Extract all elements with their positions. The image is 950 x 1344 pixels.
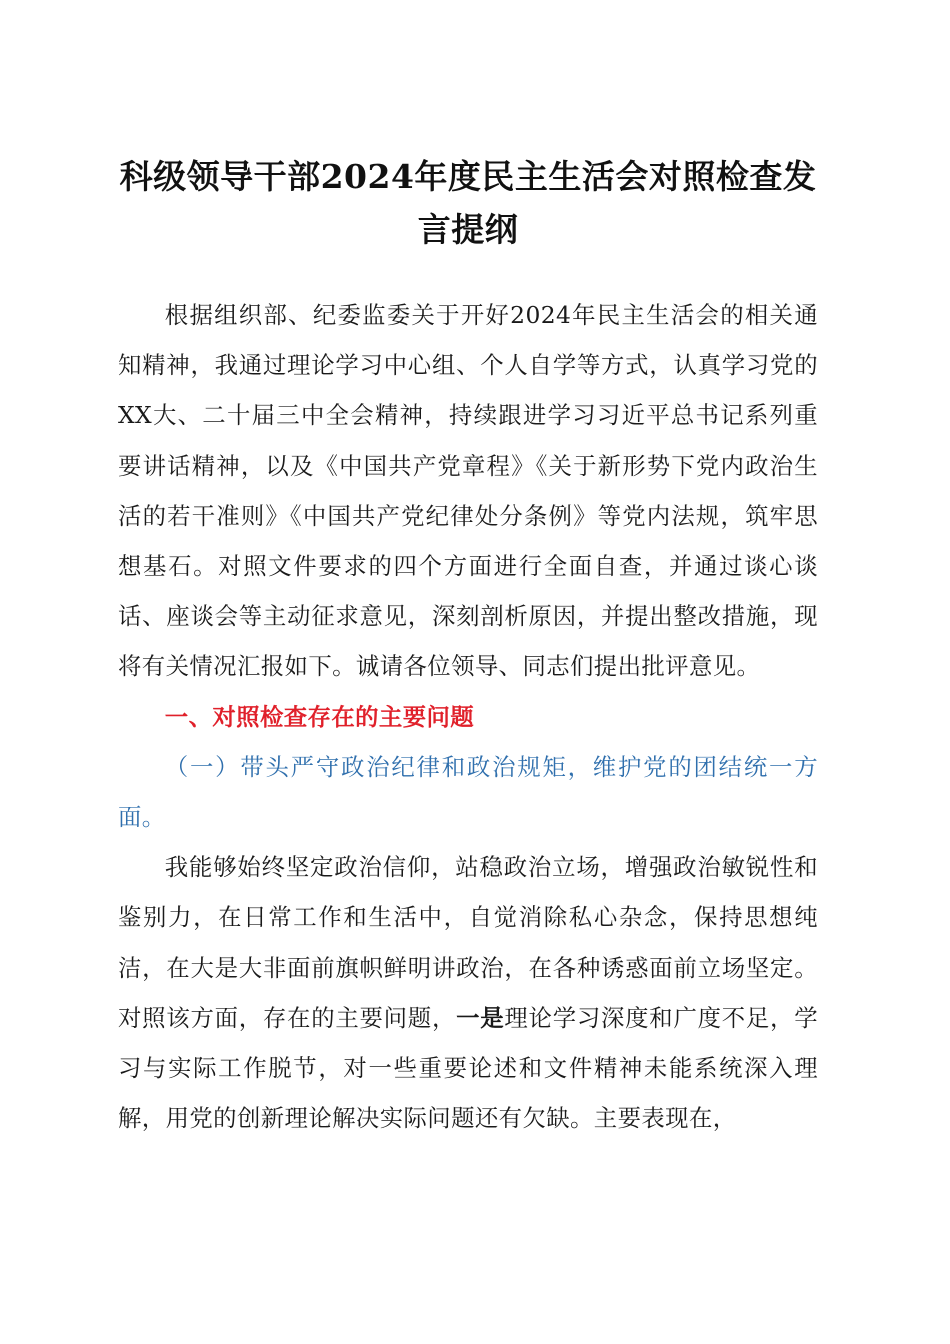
body-paragraph-1: [118, 842, 818, 1143]
body-text-part1: 我能够始终坚定政治信仰，站稳政治立场，增强政治敏锐性和鉴别力，在日常工作和生活中，自觉消除私心杂念，保持思想纯洁，在大是大非面前旗帜鲜明讲政治，在各种诱惑面前立场坚定。对照该方面，存在的主要问题，: [118, 853, 818, 1032]
subsection-heading-1: （一）带头严守政治纪律和政治规矩，维护党的团结统一方面。: [118, 752, 818, 832]
body-text-part2: 理论学习深度和广度不足，学习与实际工作脱节，对一些重要论述和文件精神未能系统深入理解，用党的创新理论解决实际问题还有欠缺。主要表现在，: [118, 1003, 818, 1133]
document-title: 科级领导干部2024年度民主生活会对照检查发言提纲: [119, 157, 817, 249]
intro-paragraph: 根据组织部、纪委监委关于开好2024年民主生活会的相关通知精神，我通过理论学习中心组、个人自学等方式，认真学习党的XX大、二十届三中全会精神，持续跟进学习习近平总书记系列重要讲话精神，以及《中国共产党章程》《关于新形势下党内政治生活的若干准则》《中国共产党纪律处分条例》等党内法规，筑牢思想基石。对照文件要求的四个方面进行全面自查，并通过谈心谈话、座谈会等主动征求意见，深刻剖析原因，并提出整改措施，现将有关情况汇报如下。诚请各位领导、同志们提出批评意见。: [118, 301, 818, 681]
document-page: [118, 150, 818, 1143]
body-emphasis-first: 一是: [456, 1003, 505, 1032]
section-heading-1: 一、对照检查存在的主要问题: [164, 702, 475, 731]
